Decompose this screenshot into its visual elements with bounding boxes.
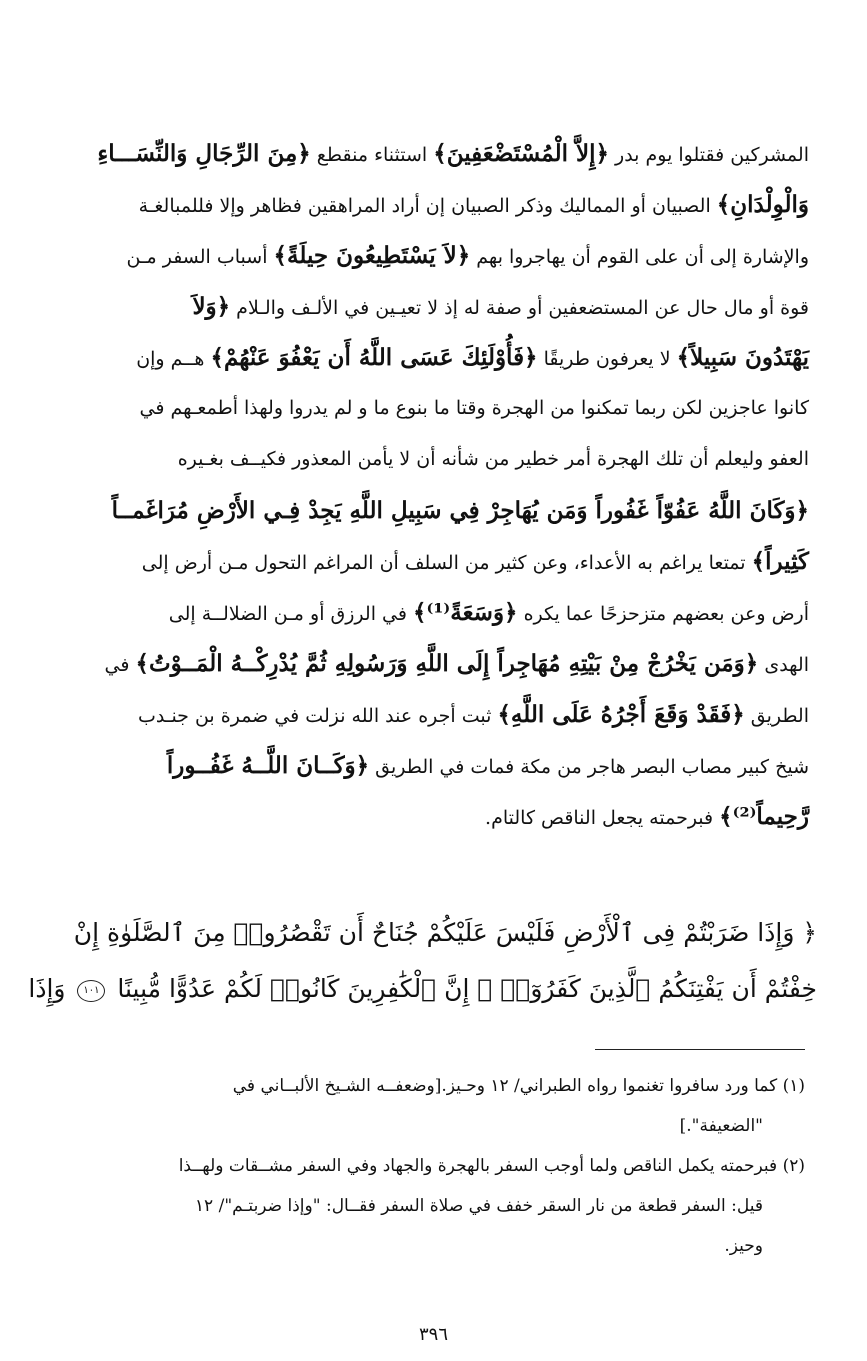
text-line xyxy=(55,689,809,740)
commentary-segment: والإشارة إلى أن على القوم أن يهاجروا بهم xyxy=(470,246,809,268)
quran-quote: وَالْوِلْدَانِ﴾ xyxy=(716,191,809,218)
text-line xyxy=(55,791,809,842)
quran-quote: ﴿وَكَــانَ اللَّــهُ غَفُــوراً xyxy=(166,752,370,779)
text-line xyxy=(55,587,809,638)
text-line xyxy=(55,485,809,536)
text-line xyxy=(55,179,809,230)
text-line xyxy=(55,740,809,791)
page-number: ٣٩٦ xyxy=(418,1324,448,1345)
footnote-divider xyxy=(595,1049,805,1050)
ayah-number-marker: ١٠١ xyxy=(77,980,105,1002)
text-line xyxy=(55,332,809,383)
quran-quote: ﴿وَسَعَةً⁽¹⁾﴾ xyxy=(412,599,518,626)
commentary-segment: ثبت أجره عند الله نزلت في ضمرة بن جنـدب xyxy=(138,705,498,727)
commentary-segment: فبرحمته يجعل الناقص كالتام. xyxy=(485,807,720,829)
verse-line-2-end: وَإِذَا xyxy=(28,974,66,1003)
quran-quote: ﴿وَكَانَ اللَّهُ عَفُوّاً غَفُوراً وَمَن يُهَاجِرْ فِي سَبِيلِ اللَّهِ يَجِدْ فِـي الأَرْضِ مُرَاغَمــاً xyxy=(111,497,809,524)
quran-quote: ﴿وَلاَ xyxy=(192,293,231,320)
commentary-segment: في xyxy=(104,654,136,676)
verse-line-2 xyxy=(28,961,817,1017)
footnotes xyxy=(50,1066,805,1266)
footnote-2-line-3: وحيز. xyxy=(724,1236,763,1256)
verse-line-2-text: خِفْتُمْ أَن يَفْتِنَكُمُ ٱلَّذِينَ كَفَرُوٓا۟ ۚ إِنَّ ٱلْكَٰفِرِينَ كَانُوا۟ لَكُمْ عَدُوًّا مُّبِينًا xyxy=(117,974,817,1003)
footnote-2-line-1: (٢) فبرحمته يكمل الناقص ولما أوجب السفر بالهجرة والجهاد وفي السفر مشــقات ولهــذا xyxy=(178,1156,805,1176)
quran-quote: رَّحِيماً⁽²⁾﴾ xyxy=(719,803,809,830)
commentary-segment: استثناء منقطع xyxy=(310,144,434,166)
text-line xyxy=(55,128,809,179)
commentary-segment: المشركين فقتلوا يوم بدر xyxy=(608,144,809,166)
commentary-segment: أسباب السفر مـن xyxy=(126,246,274,268)
text-line xyxy=(55,281,809,332)
commentary-text xyxy=(55,128,809,842)
commentary-segment: لا يعرفون طريقًا xyxy=(537,348,677,370)
text-line xyxy=(55,536,809,587)
footnote-1-line-1: (١) كما ورد سافروا تغنموا رواه الطبراني/ ١٢ وحـيز.[وضعفــه الشـيخ الألبــاني في xyxy=(232,1076,805,1096)
quran-quote: ﴿إِلاَّ الْمُسْتَضْعَفِينَ﴾ xyxy=(433,140,609,167)
text-line xyxy=(55,434,809,485)
commentary-segment: هــم وإن xyxy=(136,348,211,370)
commentary-segment: الهدى xyxy=(758,654,809,676)
commentary-segment: أرض وعن بعضهم متزحزحًا عما يكره xyxy=(517,603,809,625)
text-line xyxy=(55,638,809,689)
quran-verse-block xyxy=(28,905,817,1017)
quran-quote: كَثِيراً﴾ xyxy=(751,548,809,575)
commentary-segment: الصبيان أو المماليك وذكر الصبيان إن أراد المراهقين فظاهر وإلا فللمبالغـة xyxy=(138,195,717,217)
text-line xyxy=(55,230,809,281)
commentary-segment: الطريق xyxy=(744,705,809,727)
quran-quote: ﴿لاَ يَسْتَطِيعُونَ حِيلَةً﴾ xyxy=(273,242,471,269)
quran-quote: ﴿وَمَن يَخْرُجْ مِنْ بَيْتِهِ مُهَاجِراً إِلَى اللَّهِ وَرَسُولِهِ ثُمَّ يُدْرِكْــهُ الْمَــوْتُ﴾ xyxy=(135,650,759,677)
commentary-segment: قوة أو مال حال عن المستضعفين أو صفة له إذ لا تعيـين في الألـف والـلام xyxy=(230,297,809,319)
quran-quote: ﴿فَقَدْ وَقَعَ أَجْرُهُ عَلَى اللَّهِ﴾ xyxy=(497,701,745,728)
commentary-segment: شيخ كبير مصاب البصر هاجر من مكة فمات في الطريق xyxy=(369,756,809,778)
verse-line-1: ﴿ وَإِذَا ضَرَبْتُمْ فِى ٱلْأَرْضِ فَلَيْسَ عَلَيْكُمْ جُنَاحٌ أَن تَقْصُرُوا۟ مِنَ ٱلصَّلَوٰةِ إِنْ xyxy=(73,918,817,947)
commentary-segment: في الرزق أو مـن الضلالــة إلى xyxy=(168,603,413,625)
quran-quote: ﴿مِنَ الرِّجَالِ وَالنِّسَـــاءِ xyxy=(97,140,311,167)
commentary-segment: تمتعا يراغم به الأعداء، وعن كثير من السلف أن المراغم التحول مـن أرض إلى xyxy=(141,552,752,574)
quran-quote: يَهْتَدُونَ سَبِيلاً﴾ xyxy=(676,344,809,371)
commentary-segment: كانوا عاجزين لكن ربما تمكنوا من الهجرة وقتا ما بنوع ما و لم يدروا ولهذا أطمعـهم في xyxy=(139,397,809,419)
footnote-1-line-2: "الضعيفة".] xyxy=(679,1116,763,1136)
quran-quote: ﴿فَأُوْلَئِكَ عَسَى اللَّهُ أَن يَعْفُوَ عَنْهُمْ﴾ xyxy=(210,344,538,371)
text-line xyxy=(55,383,809,434)
footnote-2-line-2: قيل: السفر قطعة من نار السقر خفف في صلاة السفر فقــال: "وإذا ضربتـم"/ ١٢ xyxy=(194,1196,763,1216)
commentary-segment: العفو وليعلم أن تلك الهجرة أمر خطير من شأنه أن لا يأمن المعذور فكيــف بغـيره xyxy=(177,448,809,470)
